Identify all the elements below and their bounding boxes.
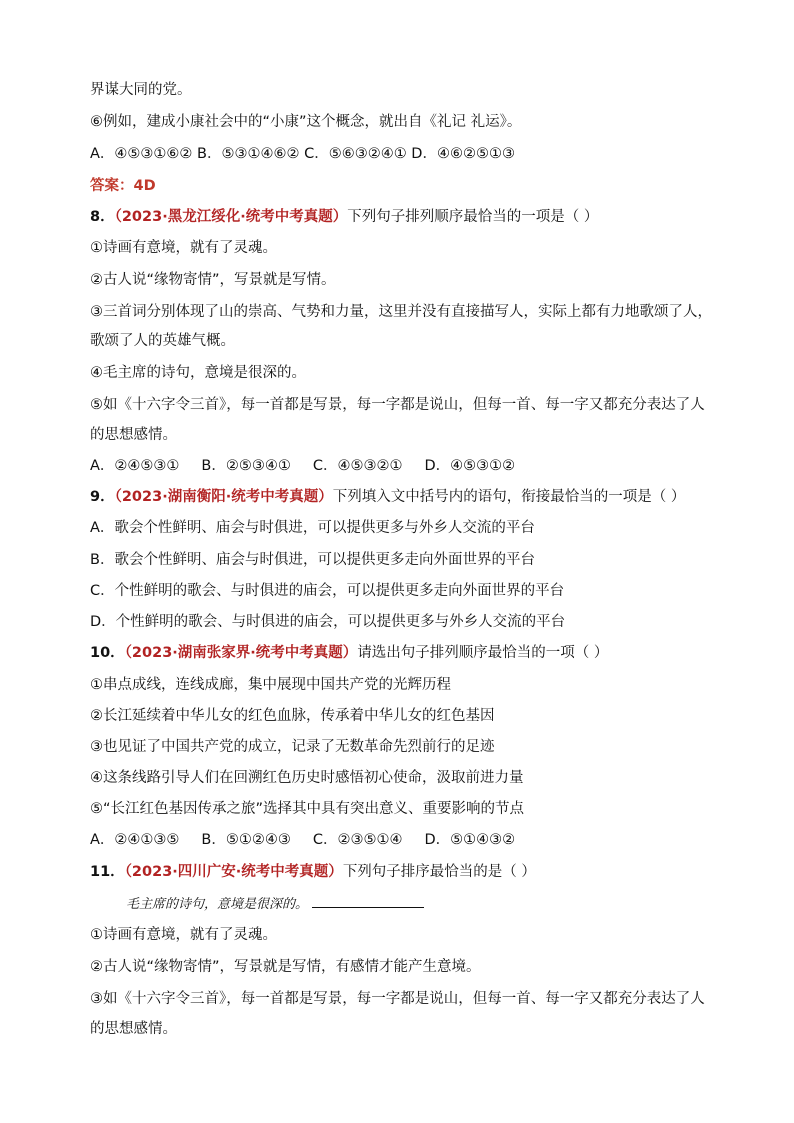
option-d: D．④⑤③①②: [424, 458, 516, 474]
text-line: 界谋大同的党。: [90, 82, 192, 98]
text-line: ⑥例如，建成小康社会中的“小康”这个概念，就出自《礼记 礼运》。: [90, 114, 522, 130]
handwritten-prompt: [126, 893, 424, 912]
answer-label: 答案：4D: [90, 178, 156, 194]
sentence: ①诗画有意境，就有了灵魂。: [90, 240, 277, 256]
option-c: C．②③⑤①④: [312, 832, 403, 848]
question-source: （2023·湖南衡阳·统考中考真题）: [114, 489, 333, 505]
question-number: 8．: [90, 209, 115, 225]
question-number: 11．: [90, 864, 125, 880]
question-9-header: [90, 487, 685, 507]
sentence: 歌颂了人的英雄气概。: [90, 333, 235, 349]
sentence: ⑤“长江红色基因传承之旅”选择其中具有突出意义、重要影响的节点: [90, 801, 525, 817]
sentence: ③如《十六字令三首》，每一首都是写景，每一字都是说山，但每一首、每一字又都充分表达了人: [90, 991, 705, 1007]
question-8-header: [90, 207, 598, 227]
sentence: ②古人说“缘物寄情”，写景就是写情。: [90, 272, 336, 288]
question-10-header: [90, 643, 608, 663]
option-d: D．⑤①④③②: [424, 832, 516, 848]
handwritten-text: 毛主席的诗句，意境是很深的。: [126, 897, 309, 912]
question-stem: 下列句子排列顺序最恰当的一项是（ ）: [347, 209, 599, 225]
option-b: B．歌会个性鲜明、庙会与时俱进，可以提供更多走向外面世界的平台: [90, 552, 535, 568]
sentence: 的思想感情。: [90, 427, 177, 443]
options-line: [90, 456, 515, 476]
sentence: ④这条线路引导人们在回溯红色历史时感悟初心使命，汲取前进力量: [90, 770, 524, 786]
option-c: C．个性鲜明的歌会、与时俱进的庙会，可以提供更多走向外面世界的平台: [90, 583, 565, 599]
sentence: ⑤如《十六字令三首》，每一首都是写景，每一字都是说山，但每一首、每一字又都充分表达了人: [90, 397, 705, 413]
option-a: A．歌会个性鲜明、庙会与时俱进，可以提供更多与外乡人交流的平台: [90, 520, 535, 536]
sentence: ④毛主席的诗句，意境是很深的。: [90, 365, 306, 381]
question-stem: 下列填入文中括号内的语句，衔接最恰当的一项是（ ）: [332, 489, 686, 505]
option-b: B．②⑤③④①: [201, 458, 291, 474]
option-c: C．④⑤③②①: [312, 458, 403, 474]
answer-blank: [312, 893, 424, 908]
sentence: ①串点成线，连线成廊，集中展现中国共产党的光辉历程: [90, 677, 451, 693]
options-line: [90, 830, 515, 850]
question-source: （2023·湖南张家界·统考中考真题）: [124, 645, 358, 661]
option-b: B．⑤①②④③: [201, 832, 291, 848]
option-d: D．个性鲜明的歌会、与时俱进的庙会，可以提供更多与外乡人交流的平台: [90, 614, 566, 630]
sentence: ②长江延续着中华儿女的红色血脉，传承着中华儿女的红色基因: [90, 708, 495, 724]
options-line: A．④⑤③①⑥② B．⑤③①④⑥② C．⑤⑥③②④① D．④⑥②⑤①③: [90, 146, 515, 162]
sentence: ③三首词分别体现了山的崇高、气势和力量，这里并没有直接描写人，实际上都有力地歌颂了人，: [90, 304, 712, 320]
sentence: ③也见证了中国共产党的成立，记录了无数革命先烈前行的足迹: [90, 739, 495, 755]
question-stem: 请选出句子排列顺序最恰当的一项（ ）: [357, 645, 609, 661]
sentence: ①诗画有意境，就有了灵魂。: [90, 927, 277, 943]
question-stem: 下列句子排序最恰当的是（ ）: [342, 864, 536, 880]
question-source: （2023·黑龙江绥化·统考中考真题）: [114, 209, 348, 225]
option-a: A．②④①③⑤: [90, 832, 180, 848]
sentence: 的思想感情。: [90, 1021, 177, 1037]
question-number: 10．: [90, 645, 125, 661]
sentence: ②古人说“缘物寄情”，写景就是写情，有感情才能产生意境。: [90, 959, 481, 975]
option-a: A．②④⑤③①: [90, 458, 180, 474]
question-11-header: [90, 862, 536, 882]
question-number: 9．: [90, 489, 115, 505]
question-source: （2023·四川广安·统考中考真题）: [124, 864, 343, 880]
